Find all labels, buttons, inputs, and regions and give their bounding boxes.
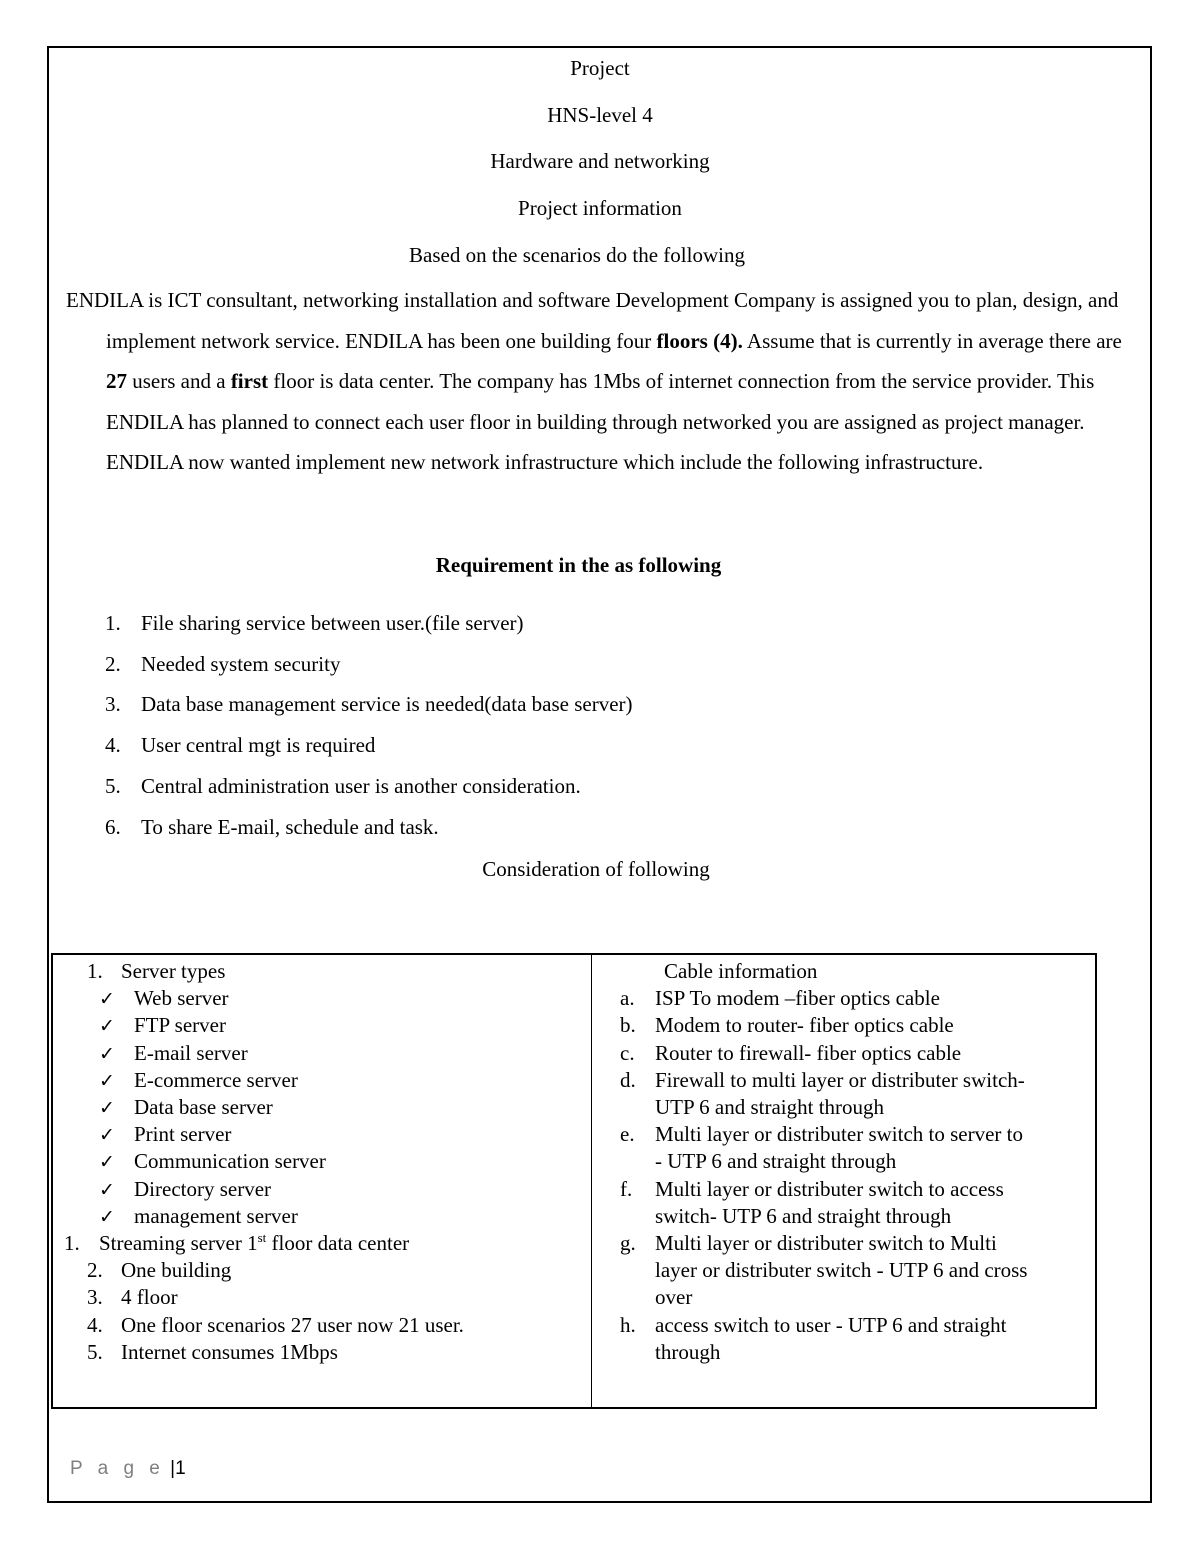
cable-item-text: through [655, 1339, 721, 1364]
page-label: P a g e [70, 1458, 165, 1479]
checkmark-icon: ✓ [99, 1042, 115, 1065]
server-type-item: Data base server [134, 1095, 273, 1119]
server-type-item: Communication server [134, 1149, 326, 1174]
requirement-text: Central administration user is another consideration. [141, 773, 581, 798]
server-type-item: E-mail server [134, 1040, 248, 1065]
fact-item: One building [121, 1258, 232, 1283]
doc-level: HNS-level 4 [547, 103, 653, 127]
cable-item-text: Multi layer or distributer switch to Multi [655, 1231, 997, 1255]
cable-item-text: Modem to router- fiber optics cable [655, 1013, 954, 1038]
requirement-text: Needed system security [141, 651, 341, 676]
fact-number: 2. [87, 1258, 103, 1283]
consideration-heading: Consideration of following [482, 857, 710, 881]
checkmark-icon: ✓ [99, 1015, 115, 1038]
requirement-number: 3. [105, 692, 121, 717]
cable-item-text: Multi layer or distributer switch to access [655, 1176, 1004, 1201]
checkmark-icon: ✓ [99, 1151, 115, 1174]
cable-item-text: ISP To modem –fiber optics cable [655, 986, 940, 1011]
fact-number: 4. [87, 1312, 103, 1337]
requirement-number: 5. [105, 773, 121, 798]
server-type-item: Print server [134, 1122, 232, 1147]
requirement-number: 2. [105, 651, 121, 676]
checkmark-icon: ✓ [99, 1124, 115, 1147]
doc-section-title: Project information [518, 196, 682, 220]
requirement-text: To share E-mail, schedule and task. [141, 814, 439, 839]
cable-item-text: Multi layer or distributer switch to server to [655, 1122, 1024, 1147]
checkmark-icon: ✓ [99, 1205, 115, 1228]
doc-title: Project [570, 56, 630, 80]
cable-item-text: access switch to user - UTP 6 and straight [655, 1312, 1007, 1337]
cable-item-text: Firewall to multi layer or distributer switch- [655, 1067, 1025, 1092]
cable-item-text: UTP 6 and straight through [655, 1095, 885, 1119]
requirement-text: User central mgt is required [141, 733, 376, 758]
fact-item: Internet consumes 1Mbps [121, 1339, 338, 1364]
page-separator: | [170, 1458, 176, 1479]
requirement-text: File sharing service between user.(file server) [141, 611, 524, 635]
cable-item-letter: d. [620, 1067, 636, 1092]
cable-item-letter: f. [620, 1176, 633, 1201]
cable-item-letter: a. [620, 986, 635, 1011]
streaming-server-item: Streaming server 1st floor data center [99, 1230, 410, 1255]
fact-number: 5. [87, 1339, 103, 1364]
checkmark-icon: ✓ [99, 1069, 115, 1092]
streaming-number: 1. [64, 1231, 80, 1255]
requirements-heading: Requirement in the as following [435, 553, 722, 577]
requirement-number: 4. [105, 733, 121, 758]
cable-item-letter: h. [620, 1312, 636, 1337]
cable-information-heading: Cable information [664, 959, 818, 983]
server-type-item: FTP server [134, 1013, 226, 1038]
table-column-divider [591, 955, 592, 1407]
doc-subject: Hardware and networking [490, 149, 710, 173]
cable-item-letter: b. [620, 1013, 636, 1038]
requirement-number: 1. [105, 611, 121, 635]
cable-item-text: layer or distributer switch - UTP 6 and cross [655, 1258, 1028, 1283]
cable-item-text: - UTP 6 and straight through [655, 1149, 897, 1174]
requirement-text: Data base management service is needed(data base server) [141, 692, 633, 717]
checkmark-icon: ✓ [99, 1178, 115, 1201]
server-types-heading: Server types [121, 959, 226, 983]
server-type-item: Web server [134, 986, 229, 1011]
server-type-item: Directory server [134, 1176, 272, 1201]
cable-item-letter: g. [620, 1231, 636, 1255]
requirement-number: 6. [105, 814, 121, 839]
checkmark-icon: ✓ [99, 1097, 115, 1119]
server-types-number: 1. [87, 959, 103, 983]
cable-item-text: switch- UTP 6 and straight through [655, 1203, 952, 1228]
page-footer [70, 1458, 186, 1480]
server-type-item: management server [134, 1203, 298, 1228]
scenario-paragraph: ENDILA is ICT consultant, networking installation and software Development Company is assigned you to plan, design, and implement network service. ENDILA has been one building four floors (4). Assume that is currently in average there are 27 users and a first floor is data center. The company has 1Mbs of internet connection from the service provider. This ENDILA has planned to connect each user floor in building through networked you are assigned as project manager. ENDILA now wanted implement new network infrastructure which include the following infrastructure. [66, 288, 1122, 475]
doc-instruction: Based on the scenarios do the following [409, 243, 745, 267]
cable-item-letter: c. [620, 1040, 635, 1065]
checkmark-icon: ✓ [99, 988, 115, 1011]
cable-item-letter: e. [620, 1122, 635, 1147]
cable-item-text: over [655, 1285, 693, 1310]
fact-number: 3. [87, 1285, 103, 1310]
cable-item-text: Router to firewall- fiber optics cable [655, 1040, 962, 1065]
fact-item: 4 floor [121, 1285, 178, 1310]
server-type-item: E-commerce server [134, 1067, 298, 1092]
fact-item: One floor scenarios 27 user now 21 user. [121, 1312, 464, 1337]
page-number: 1 [175, 1458, 186, 1479]
consideration-table [51, 953, 1097, 1409]
